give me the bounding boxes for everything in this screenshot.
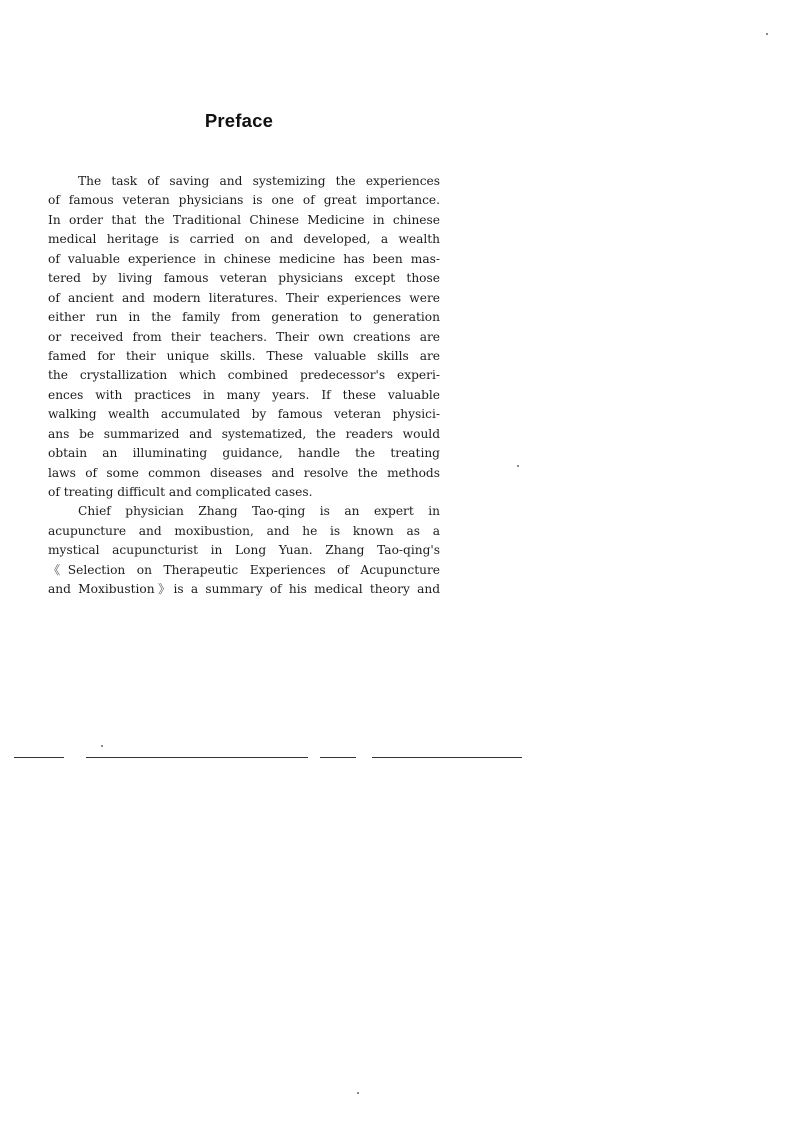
text-line: The task of saving and systemizing the experiences: [78, 174, 440, 188]
text-line: walking wealth accumulated by famous veteran physici-: [48, 407, 440, 422]
footnote-rule: [14, 757, 64, 758]
text-line: and Moxibustion》is a summary of his medical theory and: [48, 582, 440, 597]
page-title: Preface: [204, 110, 274, 131]
text-line: of famous veteran physicians is one of great importance.: [48, 193, 440, 208]
text-line: famed for their unique skills. These valuable skills are: [48, 348, 440, 363]
text-line: Chief physician Zhang Tao-qing is an expert in: [78, 504, 440, 519]
text-line: ans be summarized and systematized, the readers would: [48, 426, 440, 441]
text-line: of valuable experience in chinese medicine has been mas-: [48, 251, 440, 266]
scan-speck: [517, 465, 519, 467]
text-line: 《Selection on Therapeutic Experiences of Acupuncture: [48, 562, 440, 577]
text-line: the crystallization which combined predecessor's experi-: [48, 368, 440, 383]
text-line: of treating difficult and complicated cases.: [48, 485, 313, 499]
footnote-rule: [372, 757, 522, 758]
text-line: medical heritage is carried on and developed, a wealth: [48, 232, 440, 247]
text-line: In order that the Traditional Chinese Medicine in chinese: [48, 212, 440, 227]
footnote-rule: [320, 757, 356, 758]
body-text: [48, 172, 440, 600]
text-line: of ancient and modern literatures. Their experiences were: [48, 290, 440, 305]
text-line: or received from their teachers. Their own creations are: [48, 329, 440, 344]
text-line: tered by living famous veteran physicians except those: [48, 271, 440, 286]
text-line: acupuncture and moxibustion, and he is known as a: [48, 523, 440, 538]
scan-speck: [766, 33, 768, 35]
text-line: obtain an illuminating guidance, handle the treating: [48, 446, 440, 461]
text-line: laws of some common diseases and resolve the methods: [48, 465, 440, 480]
text-line: ences with practices in many years. If these valuable: [48, 387, 440, 402]
scan-speck: [357, 1092, 359, 1094]
text-line: either run in the family from generation to generation: [48, 310, 440, 325]
text-line: mystical acupuncturist in Long Yuan. Zhang Tao-qing's: [48, 543, 440, 558]
footnote-rule: [86, 757, 308, 758]
scan-speck: [101, 745, 103, 747]
